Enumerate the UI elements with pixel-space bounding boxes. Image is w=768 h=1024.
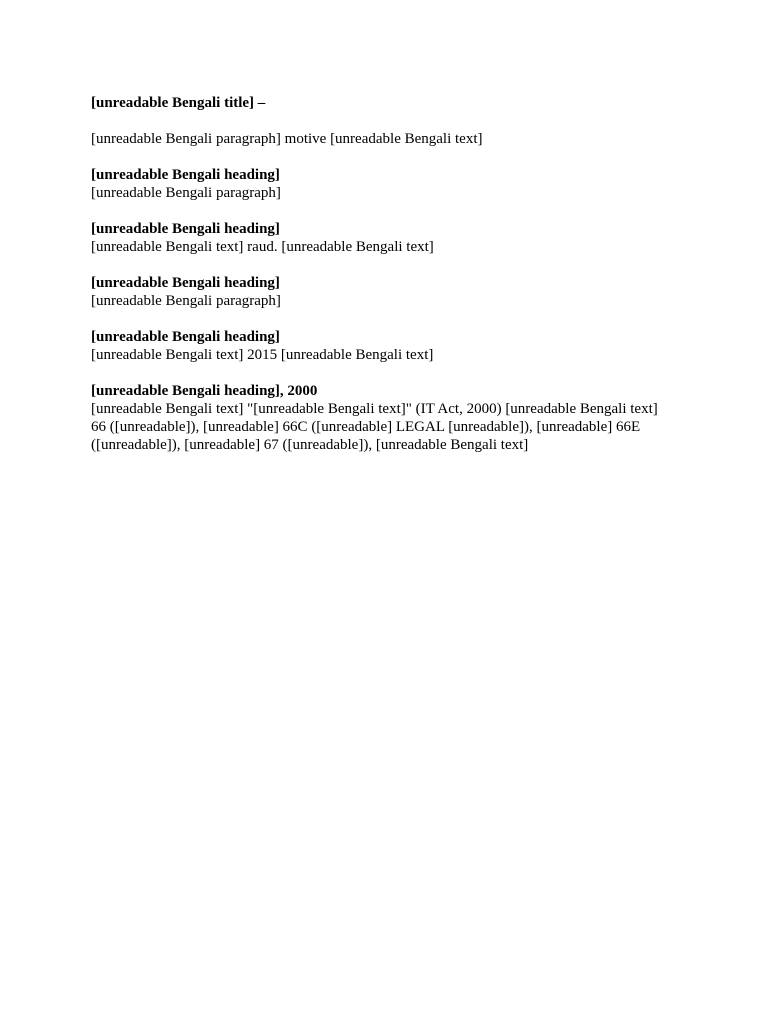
intro-paragraph: [unreadable Bengali paragraph] motive [unreadable Bengali text] <box>91 131 483 147</box>
section-heading: [unreadable Bengali heading] <box>91 167 280 183</box>
section-heading: [unreadable Bengali heading], 2000 <box>91 383 318 399</box>
section-5 <box>91 382 676 454</box>
section-3 <box>91 274 676 310</box>
section-body: [unreadable Bengali paragraph] <box>91 293 281 309</box>
section-2 <box>91 220 676 256</box>
section-4 <box>91 328 676 364</box>
intro-section <box>91 130 676 148</box>
section-body: [unreadable Bengali text] raud. [unreadable Bengali text] <box>91 239 434 255</box>
section-heading: [unreadable Bengali heading] <box>91 275 280 291</box>
section-body: [unreadable Bengali text] "[unreadable Bengali text]" (IT Act, 2000) [unreadable Bengali text] 66 ([unreadable]), [unreadable] 66C ([unreadable] LEGAL [unreadable]), [unreadable] 66E ([unreadable]), [unreadable] 67 ([unreadable]), [unreadable Bengali text] <box>91 401 658 453</box>
section-heading: [unreadable Bengali heading] <box>91 221 280 237</box>
section-body: [unreadable Bengali text] 2015 [unreadable Bengali text] <box>91 347 434 363</box>
section-body: [unreadable Bengali paragraph] <box>91 185 281 201</box>
section-1 <box>91 166 676 202</box>
section-heading: [unreadable Bengali heading] <box>91 329 280 345</box>
document-title: [unreadable Bengali title] – <box>91 95 266 111</box>
